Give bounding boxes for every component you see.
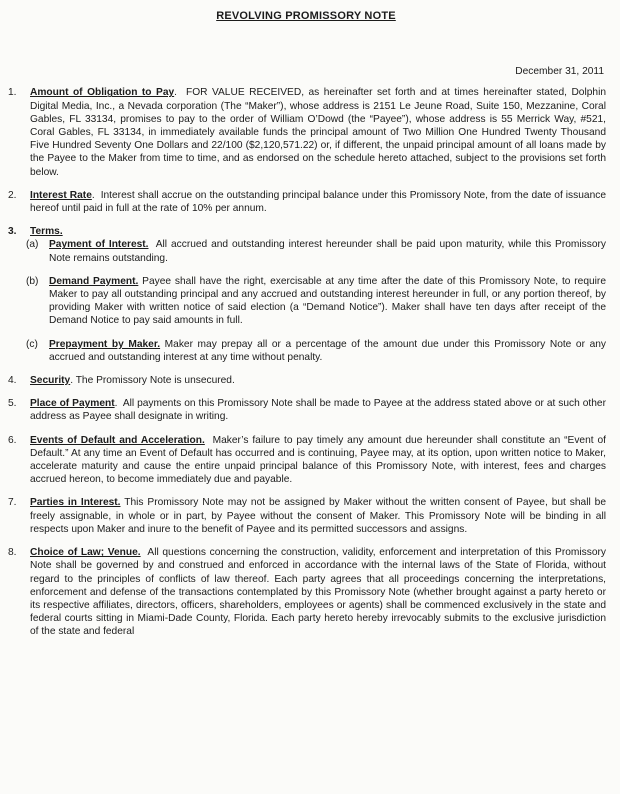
section-body (26, 225, 606, 374)
section-text: Interest shall accrue on the outstanding principal balance under this Promissory Note, from the date of issuance hereof until paid in full at the rate of 10% per annum. (30, 189, 606, 215)
section-body (30, 374, 606, 387)
subsection-label: (a) (26, 239, 39, 251)
section-6 (6, 434, 606, 487)
section-body (30, 496, 606, 536)
section-text: This Promissory Note may not be assigned by Maker without the written consent of Payee, but shall be freely assignable, in whole or in part, by Payee without the consent of Maker. This Promissory Note will be binding in all respects upon Maker and inure to the benefit of Payee and its permitted successors and assigns. (30, 497, 606, 535)
section-heading: Interest Rate (30, 189, 92, 201)
section-body (30, 86, 606, 178)
subsection-body (49, 338, 606, 364)
section-8 (6, 546, 606, 638)
section-heading: Place of Payment (30, 398, 115, 410)
section-number: 4. (8, 375, 17, 387)
section-2 (6, 189, 606, 215)
document-title: REVOLVING PROMISSORY NOTE (216, 10, 396, 22)
subsection-label: (c) (26, 338, 38, 350)
section-body (30, 434, 606, 487)
heading-suffix: . (70, 375, 74, 387)
subsection-list (26, 238, 606, 364)
section-7 (6, 496, 606, 536)
subsection-text: Maker may prepay all or a percentage of the amount due under this Promissory Note or any accrued and outstanding interest at any time without penalty. (49, 338, 606, 363)
heading-suffix: . (91, 189, 95, 201)
section-heading: Events of Default and Acceleration. (30, 434, 205, 446)
subsection-heading: Demand Payment. (49, 275, 139, 287)
section-5 (6, 397, 606, 423)
section-body (30, 189, 606, 215)
section-number: 7. (8, 497, 17, 509)
heading-suffix: . (174, 87, 177, 99)
section-4 (6, 374, 606, 387)
section-text: All payments on this Promissory Note shall be made to Payee at the address stated above or at such other address as Payee shall designate in writing. (30, 398, 606, 423)
section-number: 3. (8, 226, 17, 238)
section-text: Maker’s failure to pay timely any amount due hereunder shall constitute an “Event of Default.” At any time an Event of Default has occurred and is continuing, Payee may, at its option, upon written notice to Maker, accelerate maturity and cause the entire unpaid principal balance of this Promissory Note, with interest, fees and charges accrued hereon, to become immediately due and payable. (30, 434, 606, 486)
section-number: 5. (8, 398, 17, 410)
section-number: 1. (8, 87, 17, 99)
section-heading: Security (30, 375, 71, 387)
section-text: All questions concerning the construction, validity, enforcement and interpretation of this Promissory Note shall be governed by and construed and enforced in accordance with the internal laws of the State of Florida, without regard to the principles of conflicts of law thereof. Each party agrees that all proceedings concerning the interpretations, enforcement and defense of the transactions contemplated by this Promissory Note (whether brought against a party hereto or its respective affiliates, directors, officers, shareholders, employees or agents) shall be commenced exclusively in the state and federal courts sitting in Miami-Dade County, Florida. Each party hereto hereby irrevocably submits to the exclusive jurisdiction of the state and federal (30, 547, 606, 638)
subsection-label: (b) (26, 275, 39, 287)
section-heading: Terms. (30, 226, 63, 238)
section-body (30, 397, 606, 423)
subsection-c (26, 338, 606, 364)
section-text: FOR VALUE RECEIVED, as hereinafter set forth and at times hereinafter stated, Dolphin Digital Media, Inc., a Nevada corporation (The “Maker”), whose address is 2151 Le Jeune Road, Suite 150, Mezzanine, Coral Gables, FL 33134, promises to pay to the order of William O’Dowd (the “Payee”), whose address is 55 Merrick Way, #521, Coral Gables, FL 33134, in immediately available funds the principal amount of Two Million One Hundred Twenty Thousand Five Hundred Seventy One Dollars and 22/100 ($2,120,571.22) or, if different, the unpaid principal amount of all loans made by the Payee to the Maker from time to time, and as endorsed on the schedule hereto attached, subject to the provisions set forth below. (30, 87, 606, 178)
subsection-text: All accrued and outstanding interest hereunder shall be paid upon maturity, while this Promissory Note remains outstanding. (49, 239, 606, 264)
subsection-a (26, 238, 606, 264)
section-body (30, 546, 606, 638)
subsection-b (26, 275, 606, 328)
subsection-body (49, 238, 606, 264)
document-date: December 31, 2011 (515, 66, 604, 78)
subsection-heading: Prepayment by Maker. (49, 338, 161, 350)
heading-suffix: . (114, 398, 118, 410)
section-1 (6, 86, 606, 178)
section-number: 6. (8, 434, 17, 446)
section-3 (6, 225, 606, 374)
subsection-body (49, 275, 606, 328)
subsection-heading: Payment of Interest. (49, 239, 149, 251)
section-number: 2. (8, 189, 17, 201)
section-heading: Parties in Interest. (30, 497, 121, 509)
section-heading: Choice of Law; Venue. (30, 547, 141, 559)
section-number: 8. (8, 547, 17, 559)
subsection-text: Payee shall have the right, exercisable at any time after the date of this Promissory Note, to require Maker to pay all outstanding principal and any accrued and outstanding interest hereunder in full, or any portion thereof, by providing Maker with written notice of said election (a “Demand Notice”). Maker shall have ten days after receipt of the Demand Notice to pay said amounts in full. (49, 275, 606, 327)
section-text: The Promissory Note is unsecured. (75, 375, 235, 387)
section-heading: Amount of Obligation to Pay (30, 87, 175, 99)
